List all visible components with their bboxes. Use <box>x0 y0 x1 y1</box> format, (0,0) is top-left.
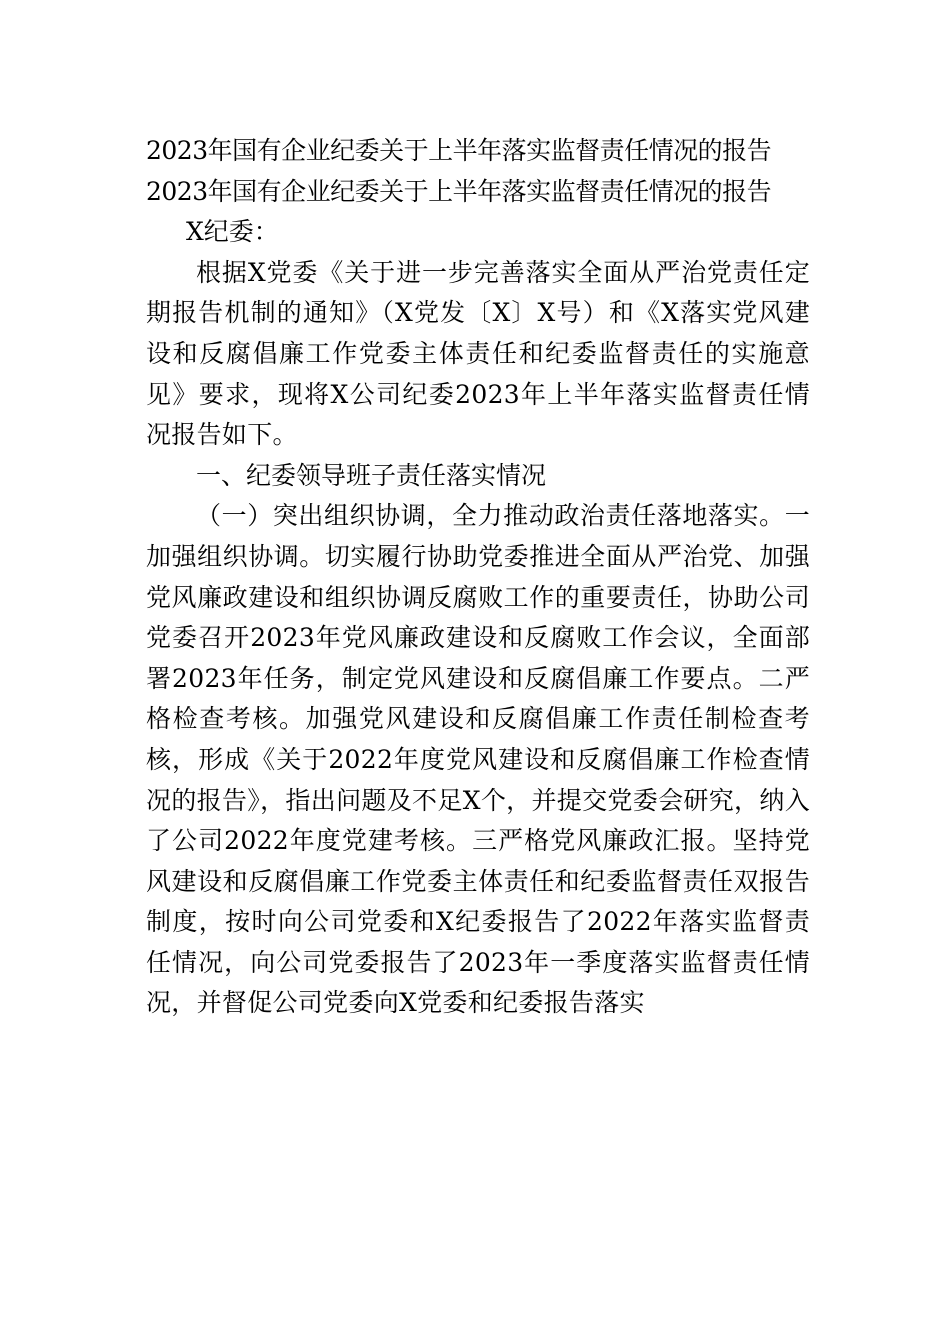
salutation: X纪委： <box>186 217 279 247</box>
intro-paragraph: 根据X党委《关于进一步完善落实全面从严治党责任定期报告机制的通知》（X党发〔X〕X号）和《X落实党风建设和反腐倡廉工作党委主体责任和纪委监督责任的实施意见》要求，现将X公司纪委2023年上半年落实监督责任情况报告如下。 <box>146 257 810 450</box>
document-title-line-1: 2023年国有企业纪委关于上半年落实监督责任情况的报告 <box>146 136 772 165</box>
section-heading-1: 一、纪委领导班子责任落实情况 <box>196 460 547 490</box>
subsection-paragraph-1: （一）突出组织协调，全力推动政治责任落地落实。一加强组织协调。切实履行协助党委推进全面从严治党、加强党风廉政建设和组织协调反腐败工作的重要责任，协助公司党委召开2023年党风廉政建设和反腐败工作会议，全面部署2023年任务，制定党风建设和反腐倡廉工作要点。二严格检查考核。加强党风建设和反腐倡廉工作责任制检查考核，形成《关于2022年度党风建设和反腐倡廉工作检查情况的报告》，指出问题及不足X个，并提交党委会研究，纳入了公司2022年度党建考核。三严格党风廉政汇报。坚持党风建设和反腐倡廉工作党委主体责任和纪委监督责任双报告制度，按时向公司党委和X纪委报告了2022年落实监督责任情况，向公司党委报告了2023年一季度落实监督责任情况，并督促公司党委向X党委和纪委报告落实 <box>146 501 810 1018</box>
document-body <box>146 131 810 1024</box>
document-title-line-2: 2023年国有企业纪委关于上半年落实监督责任情况的报告 <box>146 176 772 206</box>
